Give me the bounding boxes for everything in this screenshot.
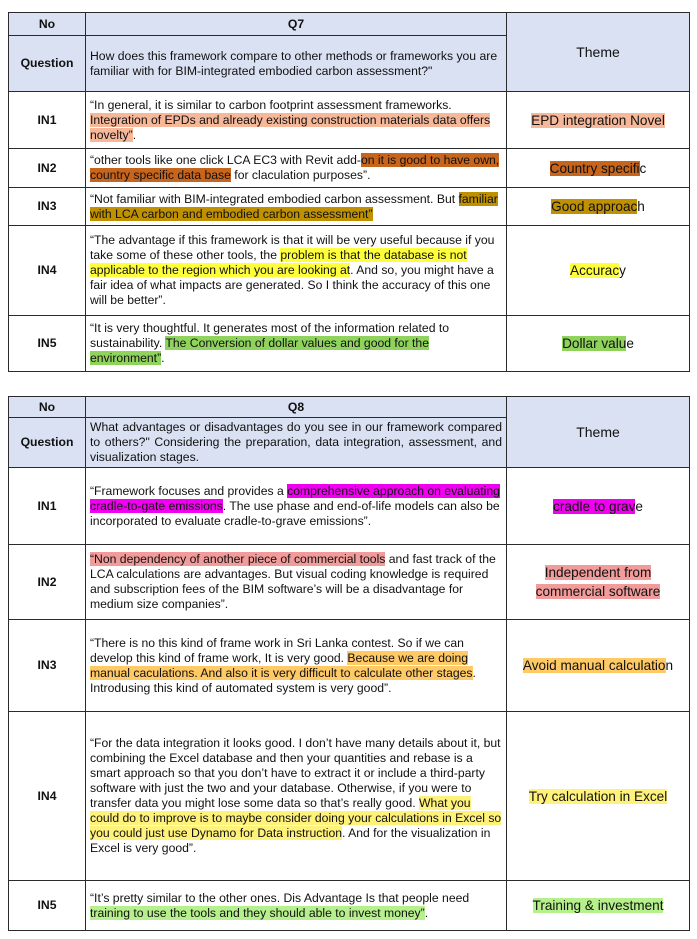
interviewee-id: IN5 [9, 316, 86, 372]
table-row [9, 712, 690, 881]
theme-cell: Accuracy [507, 226, 690, 316]
q7-header: Q7 [86, 13, 507, 36]
no-header: No [9, 397, 86, 418]
interviewee-id: IN1 [9, 468, 86, 545]
table-row [9, 881, 690, 931]
interviewee-id: IN5 [9, 881, 86, 931]
table-row [9, 316, 690, 372]
table-row [9, 92, 690, 149]
q7-table [8, 12, 690, 372]
table-row [9, 149, 690, 188]
theme-cell: Good approach [507, 188, 690, 226]
response-text: “In general, it is similar to carbon footprint assessment frameworks. Integration of EPDs and already existing construction materials data offers novelty”. [86, 92, 507, 149]
theme-header: Theme [507, 13, 690, 92]
interviewee-id: IN2 [9, 149, 86, 188]
interviewee-id: IN2 [9, 545, 86, 620]
no-header: No [9, 13, 86, 36]
response-text: “other tools like one click LCA EC3 with Revit add-on it is good to have own, country specific data base for claculation purposes”. [86, 149, 507, 188]
interviewee-id: IN3 [9, 620, 86, 712]
question-label: Question [9, 418, 86, 468]
question-text: How does this framework compare to other methods or frameworks you are familiar with for BIM-integrated embodied carbon assessment?" [86, 36, 507, 92]
theme-cell: Country specific [507, 149, 690, 188]
theme-cell: EPD integration Novel [507, 92, 690, 149]
interviewee-id: IN4 [9, 226, 86, 316]
response-text: “Not familiar with BIM-integrated embodied carbon assessment. But familiar with LCA carbon and embodied carbon assessment” [86, 188, 507, 226]
table-row [9, 188, 690, 226]
response-text: “The advantage if this framework is that it will be very useful because if you take some of these other tools, the problem is that the database is not applicable to the region which you are looking at. And so, you might have a fair idea of what impacts are generated. So I think the accuracy of this one will be better”. [86, 226, 507, 316]
interviewee-id: IN1 [9, 92, 86, 149]
table-row [9, 620, 690, 712]
theme-cell: cradle to grave [507, 468, 690, 545]
interviewee-id: IN4 [9, 712, 86, 881]
q8-table [8, 396, 690, 931]
response-text: “There is no this kind of frame work in Sri Lanka contest. So if we can develop this kind of frame work, It is very good. Because we are doing manual caculations. And also it is very difficult to calculate other stages. Introdusing this kind of automated system is very good”. [86, 620, 507, 712]
response-text: “It is very thoughtful. It generates most of the information related to sustainability. The Conversion of dollar values and good for the environment”. [86, 316, 507, 372]
theme-cell: Independent from commercial software [507, 545, 690, 620]
table-row [9, 226, 690, 316]
response-text: “It’s pretty similar to the other ones. Dis Advantage Is that people need training to use the tools and they should able to invest money”. [86, 881, 507, 931]
table-row [9, 468, 690, 545]
theme-header: Theme [507, 397, 690, 468]
response-text: “For the data integration it looks good. I don’t have many details about it, but combining the Excel database and then your quantities and rebase is a smart approach so that you don’t have to extract it or include a third-party software with just the two and your database. Otherwise, if you were to transfer data you might lose some data so that’s really good. What you could do to improve is to maybe consider doing your calculations in Excel so you could just use Dynamo for Data instruction. And for the visualization in Excel is very good”. [86, 712, 507, 881]
table-row [9, 545, 690, 620]
theme-cell: Try calculation in Excel [507, 712, 690, 881]
response-text: “Framework focuses and provides a comprehensive approach on evaluating cradle-to-gate emissions. The use phase and end-of-life models can also be incorporated to evaluate cradle-to-grave emissions”. [86, 468, 507, 545]
question-text: What advantages or disadvantages do you see in our framework compared to others?" Considering the preparation, data integration, assessment, and visualization stages. [86, 418, 507, 468]
question-label: Question [9, 36, 86, 92]
q8-header: Q8 [86, 397, 507, 418]
theme-cell: Avoid manual calculation [507, 620, 690, 712]
theme-cell: Dollar value [507, 316, 690, 372]
interviewee-id: IN3 [9, 188, 86, 226]
theme-cell: Training & investment [507, 881, 690, 931]
response-text: “Non dependency of another piece of commercial tools and fast track of the LCA calculations are advantages. But visual coding knowledge is required and subscription fees of the BIM software’s will be a disadvantage for medium size companies”. [86, 545, 507, 620]
